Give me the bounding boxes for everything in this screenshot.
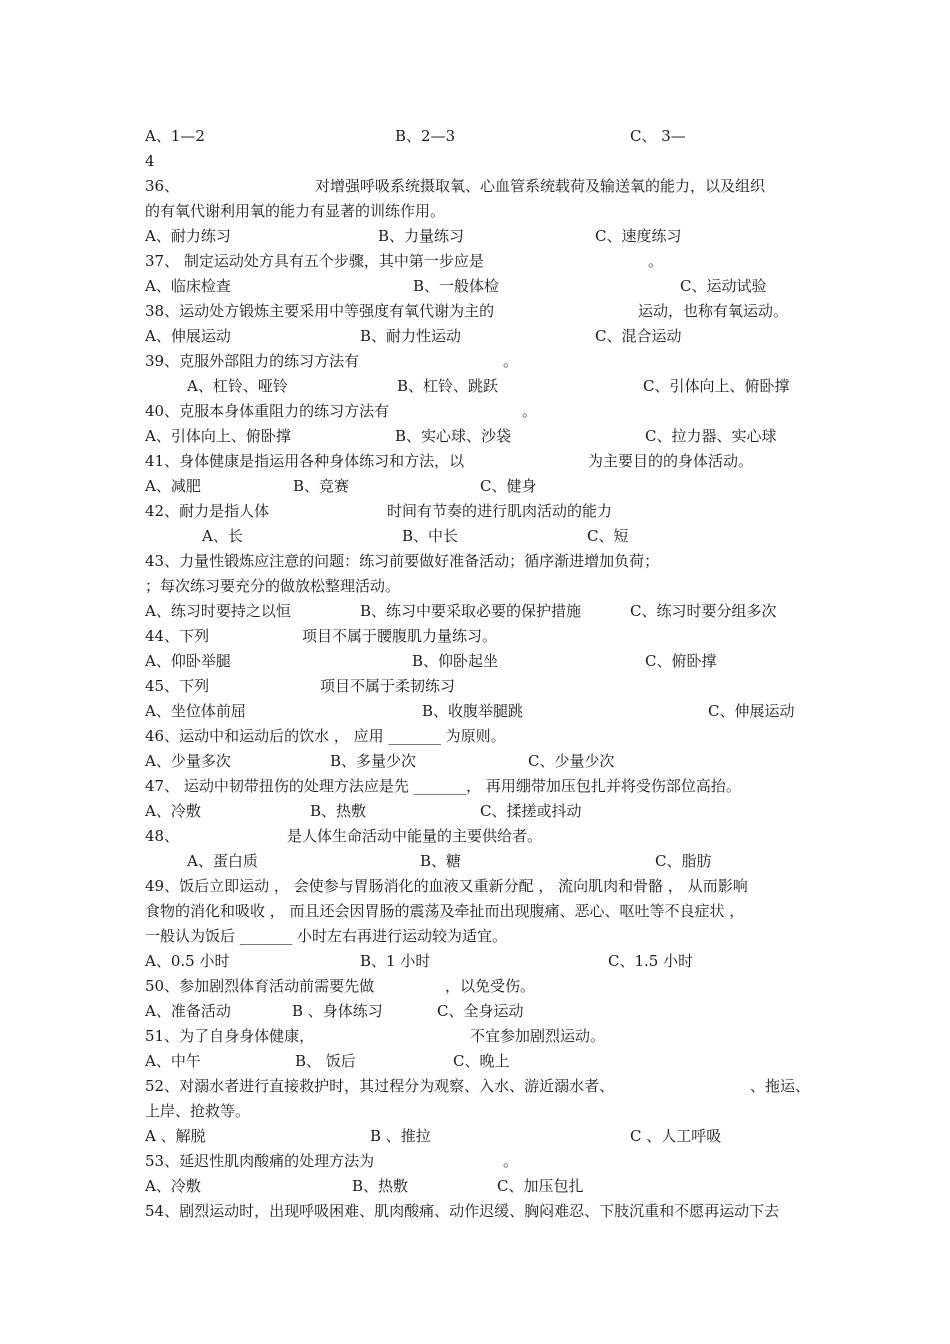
text-segment: B、耐力性运动 — [360, 327, 462, 345]
text-segment: B、1 小时 — [360, 952, 431, 970]
text-segment: B、收腹举腿跳 — [422, 702, 524, 720]
text-segment: 项目不属于柔韧练习 — [320, 677, 456, 695]
text-segment: 上岸、抢救等。 — [145, 1102, 251, 1120]
text-segment: C、速度练习 — [595, 227, 682, 245]
text-segment: 49、饭后立即运动 ， 会使参与胃肠消化的血液又重新分配 ， 流向肌肉和骨骼 ， 从而影响 — [145, 877, 748, 895]
text-segment: C、混合运动 — [595, 327, 682, 345]
text-segment: B、实心球、沙袋 — [395, 427, 512, 445]
text-segment: 为主要目的的身体活动。 — [588, 452, 754, 470]
text-segment: A、坐位体前屈 — [145, 702, 246, 720]
text-segment: C、晚上 — [453, 1052, 510, 1070]
text-segment: A、仰卧举腿 — [145, 652, 231, 670]
text-segment: 52、对溺水者进行直接救护时，其过程分为观察、入水、游近溺水者、 — [145, 1077, 615, 1095]
text-segment: C、健身 — [480, 477, 537, 495]
text-segment: A、引体向上、俯卧撑 — [145, 427, 291, 445]
text-segment: C、练习时要分组多次 — [630, 602, 777, 620]
text-segment: A、长 — [202, 527, 243, 545]
text-segment: A、冷敷 — [145, 1177, 201, 1195]
text-segment: A、冷敷 — [145, 802, 201, 820]
text-segment: B、2—3 — [395, 127, 456, 145]
text-segment: C、俯卧撑 — [645, 652, 717, 670]
text-segment: 一般认为饭后 _______ 小时左右再进行运动较为适宜。 — [145, 927, 508, 945]
text-segment: C、伸展运动 — [708, 702, 795, 720]
text-segment: C、拉力器、实心球 — [645, 427, 777, 445]
text-segment: ；每次练习要充分的做放松整理活动。 — [145, 577, 401, 595]
text-segment: B、热敷 — [352, 1177, 409, 1195]
text-segment: A、准备活动 — [145, 1002, 231, 1020]
text-segment: B、杠铃、跳跃 — [397, 377, 499, 395]
text-segment: 44、下列 — [145, 627, 210, 645]
text-segment: 42、耐力是指人体 — [145, 502, 270, 520]
text-segment: 。 — [522, 402, 538, 420]
text-segment: 46、运动中和运动后的饮水 ， 应用 _______ 为原则。 — [145, 727, 506, 745]
text-segment: 47、 运动中韧带扭伤的处理方法应是先 _______， 再用绷带加压包扎并将受伤部位高抬。 — [145, 777, 741, 795]
text-segment: C 、人工呼吸 — [630, 1127, 722, 1145]
text-segment: 是人体生命活动中能量的主要供给者。 — [287, 827, 543, 845]
text-segment: 40、克服本身体重阻力的练习方法有 — [145, 402, 390, 420]
text-segment: A、临床检查 — [145, 277, 231, 295]
text-segment: B、练习中要采取必要的保护措施 — [360, 602, 582, 620]
text-segment: 时间有节奏的进行肌肉活动的能力 — [387, 502, 613, 520]
text-segment: 38、运动处方锻炼主要采用中等强度有氧代谢为主的 — [145, 302, 495, 320]
text-segment: 36、 — [145, 177, 180, 195]
text-segment: 项目不属于腰腹肌力量练习。 — [302, 627, 498, 645]
text-segment: 运动，也称有氧运动。 — [638, 302, 789, 320]
text-segment: C、少量少次 — [528, 752, 615, 770]
text-segment: A、练习时要持之以恒 — [145, 602, 291, 620]
text-segment: 37、 制定运动处方具有五个步骤，其中第一步应是 — [145, 252, 484, 270]
text-segment: C、运动试验 — [680, 277, 767, 295]
text-segment: B 、身体练习 — [292, 1002, 383, 1020]
text-segment: 食物的消化和吸收 ， 而且还会因胃肠的震荡及牵扯而出现腹痛、恶心、呕吐等不良症状 ， — [145, 902, 745, 920]
text-segment: A、0.5 小时 — [145, 952, 230, 970]
text-segment: 。 — [503, 1152, 519, 1170]
text-segment: B、 饭后 — [295, 1052, 356, 1070]
text-segment: A、少量多次 — [145, 752, 231, 770]
text-segment: 43、力量性锻炼应注意的问题：练习前要做好准备活动；循序渐进增加负荷； — [145, 552, 660, 570]
text-segment: B、糖 — [420, 852, 462, 870]
text-segment: A、伸展运动 — [145, 327, 231, 345]
text-segment: C、引体向上、俯卧撑 — [643, 377, 790, 395]
text-segment: B、中长 — [402, 527, 459, 545]
text-segment: C、 3— — [630, 127, 686, 145]
text-segment: C、脂肪 — [655, 852, 712, 870]
text-segment: 53、延迟性肌肉酸痛的处理方法为 — [145, 1152, 375, 1170]
text-segment: 的有氧代谢利用氧的能力有显著的训练作用。 — [145, 202, 446, 220]
text-segment: 51、为了自身身体健康， — [145, 1027, 315, 1045]
text-segment: 54、剧烈运动时，出现呼吸困难、肌肉酸痛、动作迟缓、胸闷难忍、下肢沉重和不愿再运动下去 — [145, 1202, 780, 1220]
text-segment: B、竞赛 — [293, 477, 350, 495]
text-segment: 48、 — [145, 827, 180, 845]
text-segment: B、力量练习 — [378, 227, 465, 245]
text-segment: B 、推拉 — [370, 1127, 431, 1145]
text-segment: A、杠铃、哑铃 — [187, 377, 288, 395]
text-segment: A、蛋白质 — [187, 852, 258, 870]
text-segment: B、仰卧起坐 — [412, 652, 499, 670]
text-segment: 不宜参加剧烈运动。 — [470, 1027, 606, 1045]
text-segment: A、减肥 — [145, 477, 201, 495]
text-segment: 。 — [648, 252, 664, 270]
text-segment: 39、克服外部阻力的练习方法有 — [145, 352, 360, 370]
text-segment: 41、身体健康是指运用各种身体练习和方法，以 — [145, 452, 465, 470]
text-segment: 对增强呼吸系统摄取氧、心血管系统载荷及输送氧的能力，以及组织 — [315, 177, 766, 195]
text-segment: C、揉搓或抖动 — [480, 802, 582, 820]
text-segment: A、中午 — [145, 1052, 201, 1070]
text-segment: C、全身运动 — [437, 1002, 524, 1020]
text-segment: 50、参加剧烈体育活动前需要先做 — [145, 977, 375, 995]
text-segment: 、拖运、 — [750, 1077, 811, 1095]
text-segment: 4 — [145, 152, 155, 170]
text-segment: A、1—2 — [145, 127, 205, 145]
text-segment: A、耐力练习 — [145, 227, 231, 245]
text-segment: C、1.5 小时 — [608, 952, 694, 970]
text-segment: ，以免受伤。 — [445, 977, 536, 995]
text-segment: 。 — [503, 352, 519, 370]
text-segment: B、热敷 — [310, 802, 367, 820]
text-segment: B、一般体检 — [413, 277, 500, 295]
text-segment: C、加压包扎 — [497, 1177, 584, 1195]
text-segment: 45、下列 — [145, 677, 210, 695]
text-segment: C、短 — [587, 527, 629, 545]
text-segment: A 、解脱 — [145, 1127, 206, 1145]
text-segment: B、多量少次 — [330, 752, 417, 770]
